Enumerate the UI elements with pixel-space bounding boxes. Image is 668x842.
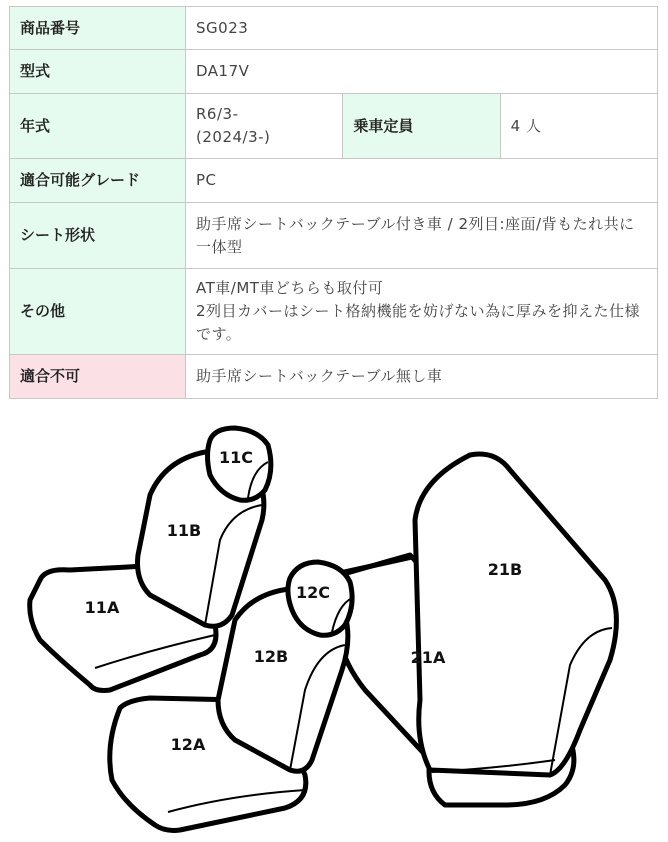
label-12b: 12B: [253, 647, 289, 666]
seat-21b-back: [415, 454, 616, 775]
label-year: 年式: [10, 94, 186, 159]
label-21a: 21A: [410, 648, 446, 667]
row-seat-shape: [10, 203, 658, 269]
value-product-number: SG023: [186, 7, 658, 50]
row-grade: [10, 159, 658, 203]
value-model: DA17V: [186, 50, 658, 94]
row-year: [10, 94, 658, 159]
value-other-line1: AT車/MT車どちらも取付可: [196, 279, 384, 297]
row-model: [10, 50, 658, 94]
value-other: [186, 269, 658, 355]
label-other: その他: [10, 269, 186, 355]
label-incompatible: 適合不可: [10, 355, 186, 399]
value-grade: PC: [186, 159, 658, 203]
label-capacity: 乗車定員: [343, 94, 500, 159]
value-year-line2: (2024/3-): [196, 128, 271, 146]
label-11b: 11B: [166, 521, 202, 540]
row-other: [10, 269, 658, 355]
value-capacity: 4 人: [500, 94, 657, 159]
label-product-number: 商品番号: [10, 7, 186, 50]
seat-diagram: [0, 400, 668, 840]
label-12c: 12C: [295, 583, 331, 602]
label-seat-shape: シート形状: [10, 203, 186, 269]
label-grade: 適合可能グレード: [10, 159, 186, 203]
label-12a: 12A: [170, 735, 206, 754]
label-21b: 21B: [487, 560, 523, 579]
spec-table: [9, 6, 658, 399]
value-year: [186, 94, 343, 159]
row-incompatible: [10, 355, 658, 399]
label-model: 型式: [10, 50, 186, 94]
value-year-line1: R6/3-: [196, 105, 239, 123]
value-other-line2: 2列目カバーはシート格納機能を妨げない為に厚みを抑えた仕様です。: [196, 302, 641, 343]
label-11a: 11A: [84, 598, 120, 617]
label-11c: 11C: [218, 448, 254, 467]
seat-21: [340, 454, 616, 805]
row-product-number: [10, 7, 658, 50]
value-incompatible: 助手席シートバックテーブル無し車: [186, 355, 658, 399]
value-seat-shape: 助手席シートバックテーブル付き車 / 2列目:座面/背もたれ共に一体型: [186, 203, 658, 269]
